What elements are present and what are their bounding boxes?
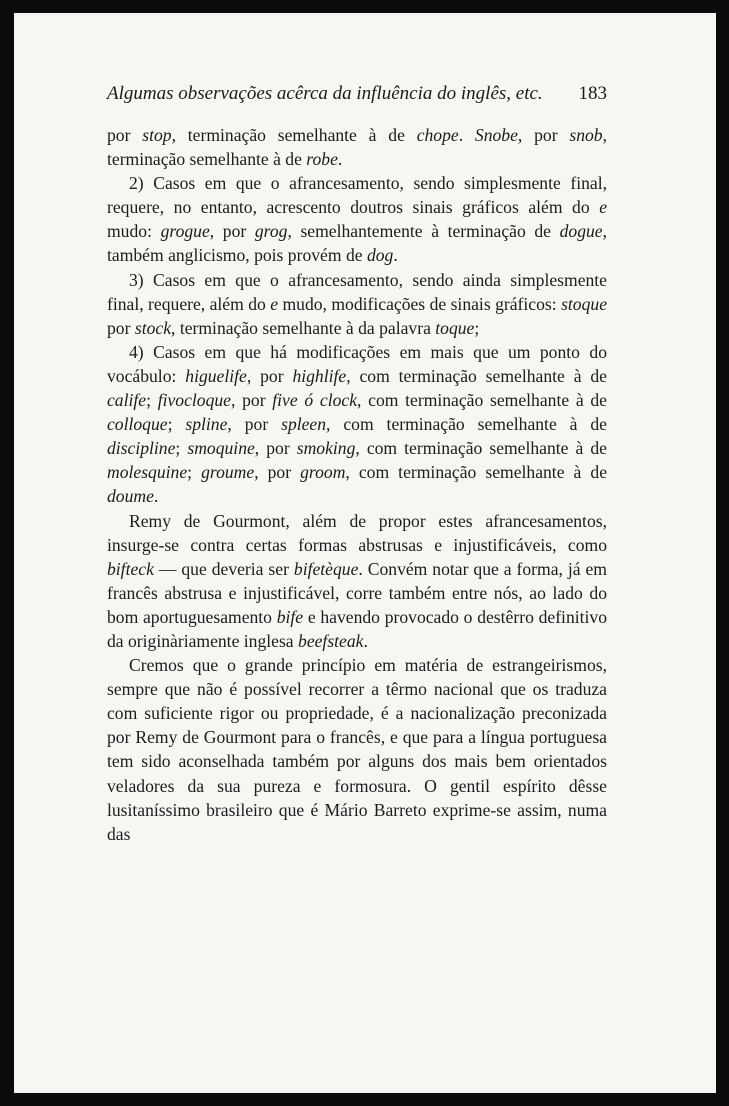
paragraph: por stop, terminação semelhante à de chope. Snobe, por snob, terminação semelhante à de robe. [107, 125, 608, 170]
running-title: Algumas observações acêrca da influência do inglês, etc. [107, 83, 543, 104]
book-page [14, 13, 716, 1093]
paragraph: 4) Casos em que há modificações em mais que um ponto do vocábulo: higuelife, por highlife, com terminação semelhante à de calife; fivocloque, por five ó clock, com terminação semelhante à de colloque; spline, por spleen, com terminação semelhante à de discipline; smoquine, por smoking, com terminação semelhante à de molesquine; groume, por groom, com terminação semelhante à de doume. [107, 341, 607, 507]
paragraph: Remy de Gourmont, além de propor estes afrancesamentos, insurge-se contra certas formas abstrusas e injustificáveis, como bifteck — que deveria ser bifetèque. Convém notar que a forma, já em francês abstrusa e injustificável, corre também entre nós, ao lado do bom aportuguesamento bife e havendo provocado o destêrro definitivo da originàriamente inglesa beefsteak. [107, 510, 607, 651]
paragraph: 3) Casos em que o afrancesamento, sendo ainda simplesmente final, requere, além do e mudo, modificações de sinais gráficos: stoque por stock, terminação semelhante à da palavra toque; [107, 269, 607, 338]
page-number: 183 [578, 83, 607, 104]
paragraph: Cremos que o grande princípio em matéria de estrangeirismos, sempre que não é possível recorrer a têrmo nacional que os traduza com suficiente rigor ou propriedade, é a nacionalização preconizada por Remy de Gourmont para o francês, e que para a língua portuguesa tem sido aconselhada também por alguns dos mais bem orientados veladores da sua pureza e formosura. O gentil espírito dêsse lusitaníssimo brasileiro que é Mário Barreto exprime-se assim, numa das [107, 655, 607, 844]
body-text [107, 123, 607, 846]
paragraph: 2) Casos em que o afrancesamento, sendo simplesmente final, requere, no entanto, acrescento doutros sinais gráficos além do e mudo: grogue, por grog, semelhantemente à terminação de dogue, também anglicismo, pois provém de dog. [107, 173, 607, 266]
running-header [107, 83, 607, 105]
